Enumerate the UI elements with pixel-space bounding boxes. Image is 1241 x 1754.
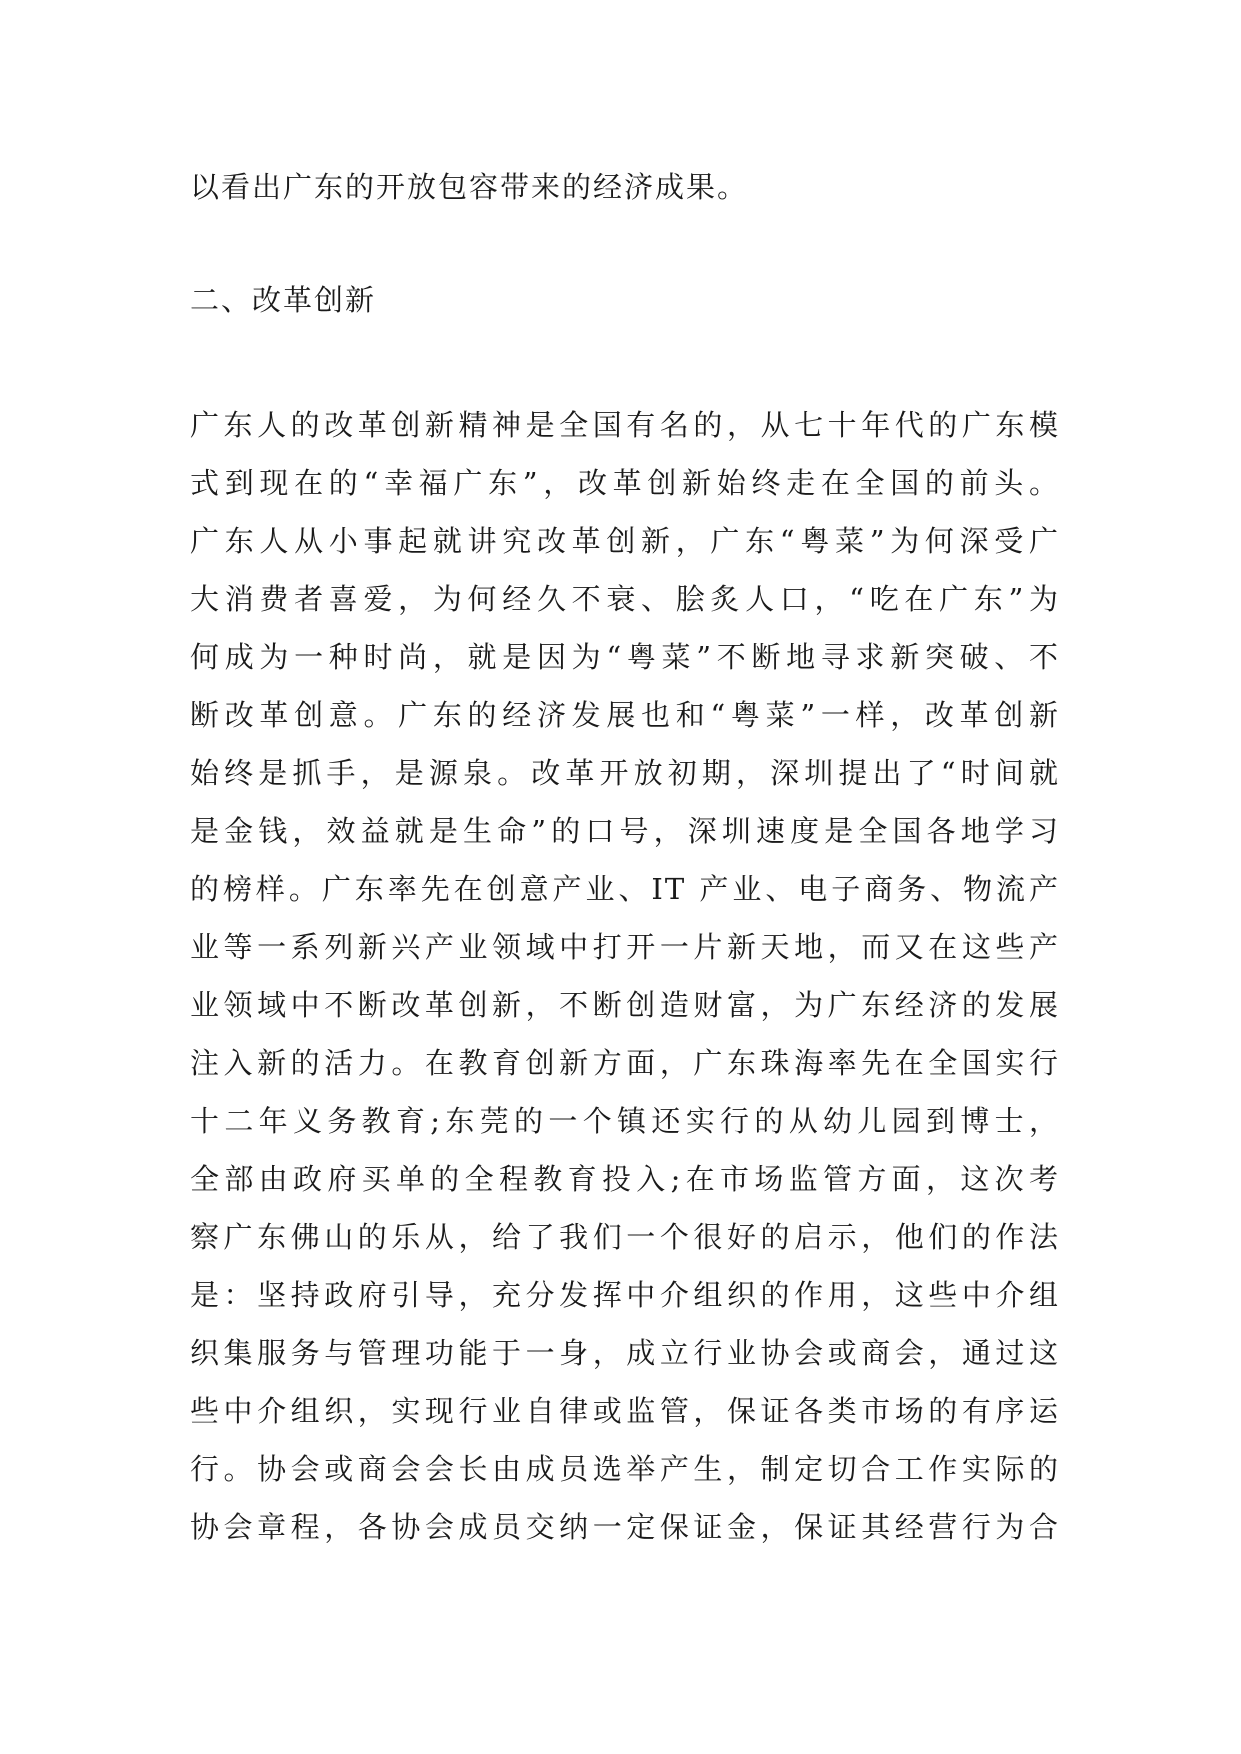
paragraph-line: 广东人从小事起就讲究改革创新，广东“粤菜”为何深受广 bbox=[190, 524, 1060, 558]
paragraph-line: 些中介组织，实现行业自律或监管，保证各类市场的有序运 bbox=[190, 1394, 1060, 1428]
paragraph-line: 是：坚持政府引导，充分发挥中介组织的作用，这些中介组 bbox=[190, 1278, 1060, 1312]
paragraph-line: 业领域中不断改革创新，不断创造财富，为广东经济的发展 bbox=[190, 988, 1060, 1022]
paragraph-line: 行。协会或商会会长由成员选举产生，制定切合工作实际的 bbox=[190, 1452, 1060, 1486]
intro-line: 以看出广东的开放包容带来的经济成果。 bbox=[190, 170, 749, 204]
paragraph-line: 大消费者喜爱，为何经久不衰、脍炙人口，“吃在广东”为 bbox=[190, 582, 1060, 616]
intro-paragraph bbox=[190, 158, 1060, 216]
paragraph-line: 全部由政府买单的全程教育投入;在市场监管方面，这次考 bbox=[190, 1162, 1060, 1196]
paragraph-line: 式到现在的“幸福广东”，改革创新始终走在全国的前头。 bbox=[190, 466, 1060, 500]
paragraph-line: 是金钱，效益就是生命”的口号，深圳速度是全国各地学习 bbox=[190, 814, 1060, 848]
paragraph-line: 始终是抓手，是源泉。改革开放初期，深圳提出了“时间就 bbox=[190, 756, 1060, 790]
paragraph-line: 察广东佛山的乐从，给了我们一个很好的启示，他们的作法 bbox=[190, 1220, 1060, 1254]
paragraph-line: 织集服务与管理功能于一身，成立行业协会或商会，通过这 bbox=[190, 1336, 1060, 1370]
paragraph-line: 注入新的活力。在教育创新方面，广东珠海率先在全国实行 bbox=[190, 1046, 1060, 1080]
section-heading-block bbox=[190, 271, 1060, 329]
section-heading: 二、改革创新 bbox=[190, 283, 377, 317]
paragraph-line: 十二年义务教育;东莞的一个镇还实行的从幼儿园到博士， bbox=[190, 1104, 1060, 1138]
paragraph-line: 断改革创意。广东的经济发展也和“粤菜”一样，改革创新 bbox=[190, 698, 1060, 732]
body-paragraph bbox=[190, 396, 1060, 1556]
paragraph-line: 广东人的改革创新精神是全国有名的，从七十年代的广东模 bbox=[190, 408, 1060, 442]
paragraph-line: 的榜样。广东率先在创意产业、IT 产业、电子商务、物流产 bbox=[190, 872, 1060, 906]
paragraph-line: 业等一系列新兴产业领域中打开一片新天地，而又在这些产 bbox=[190, 930, 1060, 964]
paragraph-line: 何成为一种时尚，就是因为“粤菜”不断地寻求新突破、不 bbox=[190, 640, 1060, 674]
paragraph-line: 协会章程，各协会成员交纳一定保证金，保证其经营行为合 bbox=[190, 1510, 1060, 1544]
